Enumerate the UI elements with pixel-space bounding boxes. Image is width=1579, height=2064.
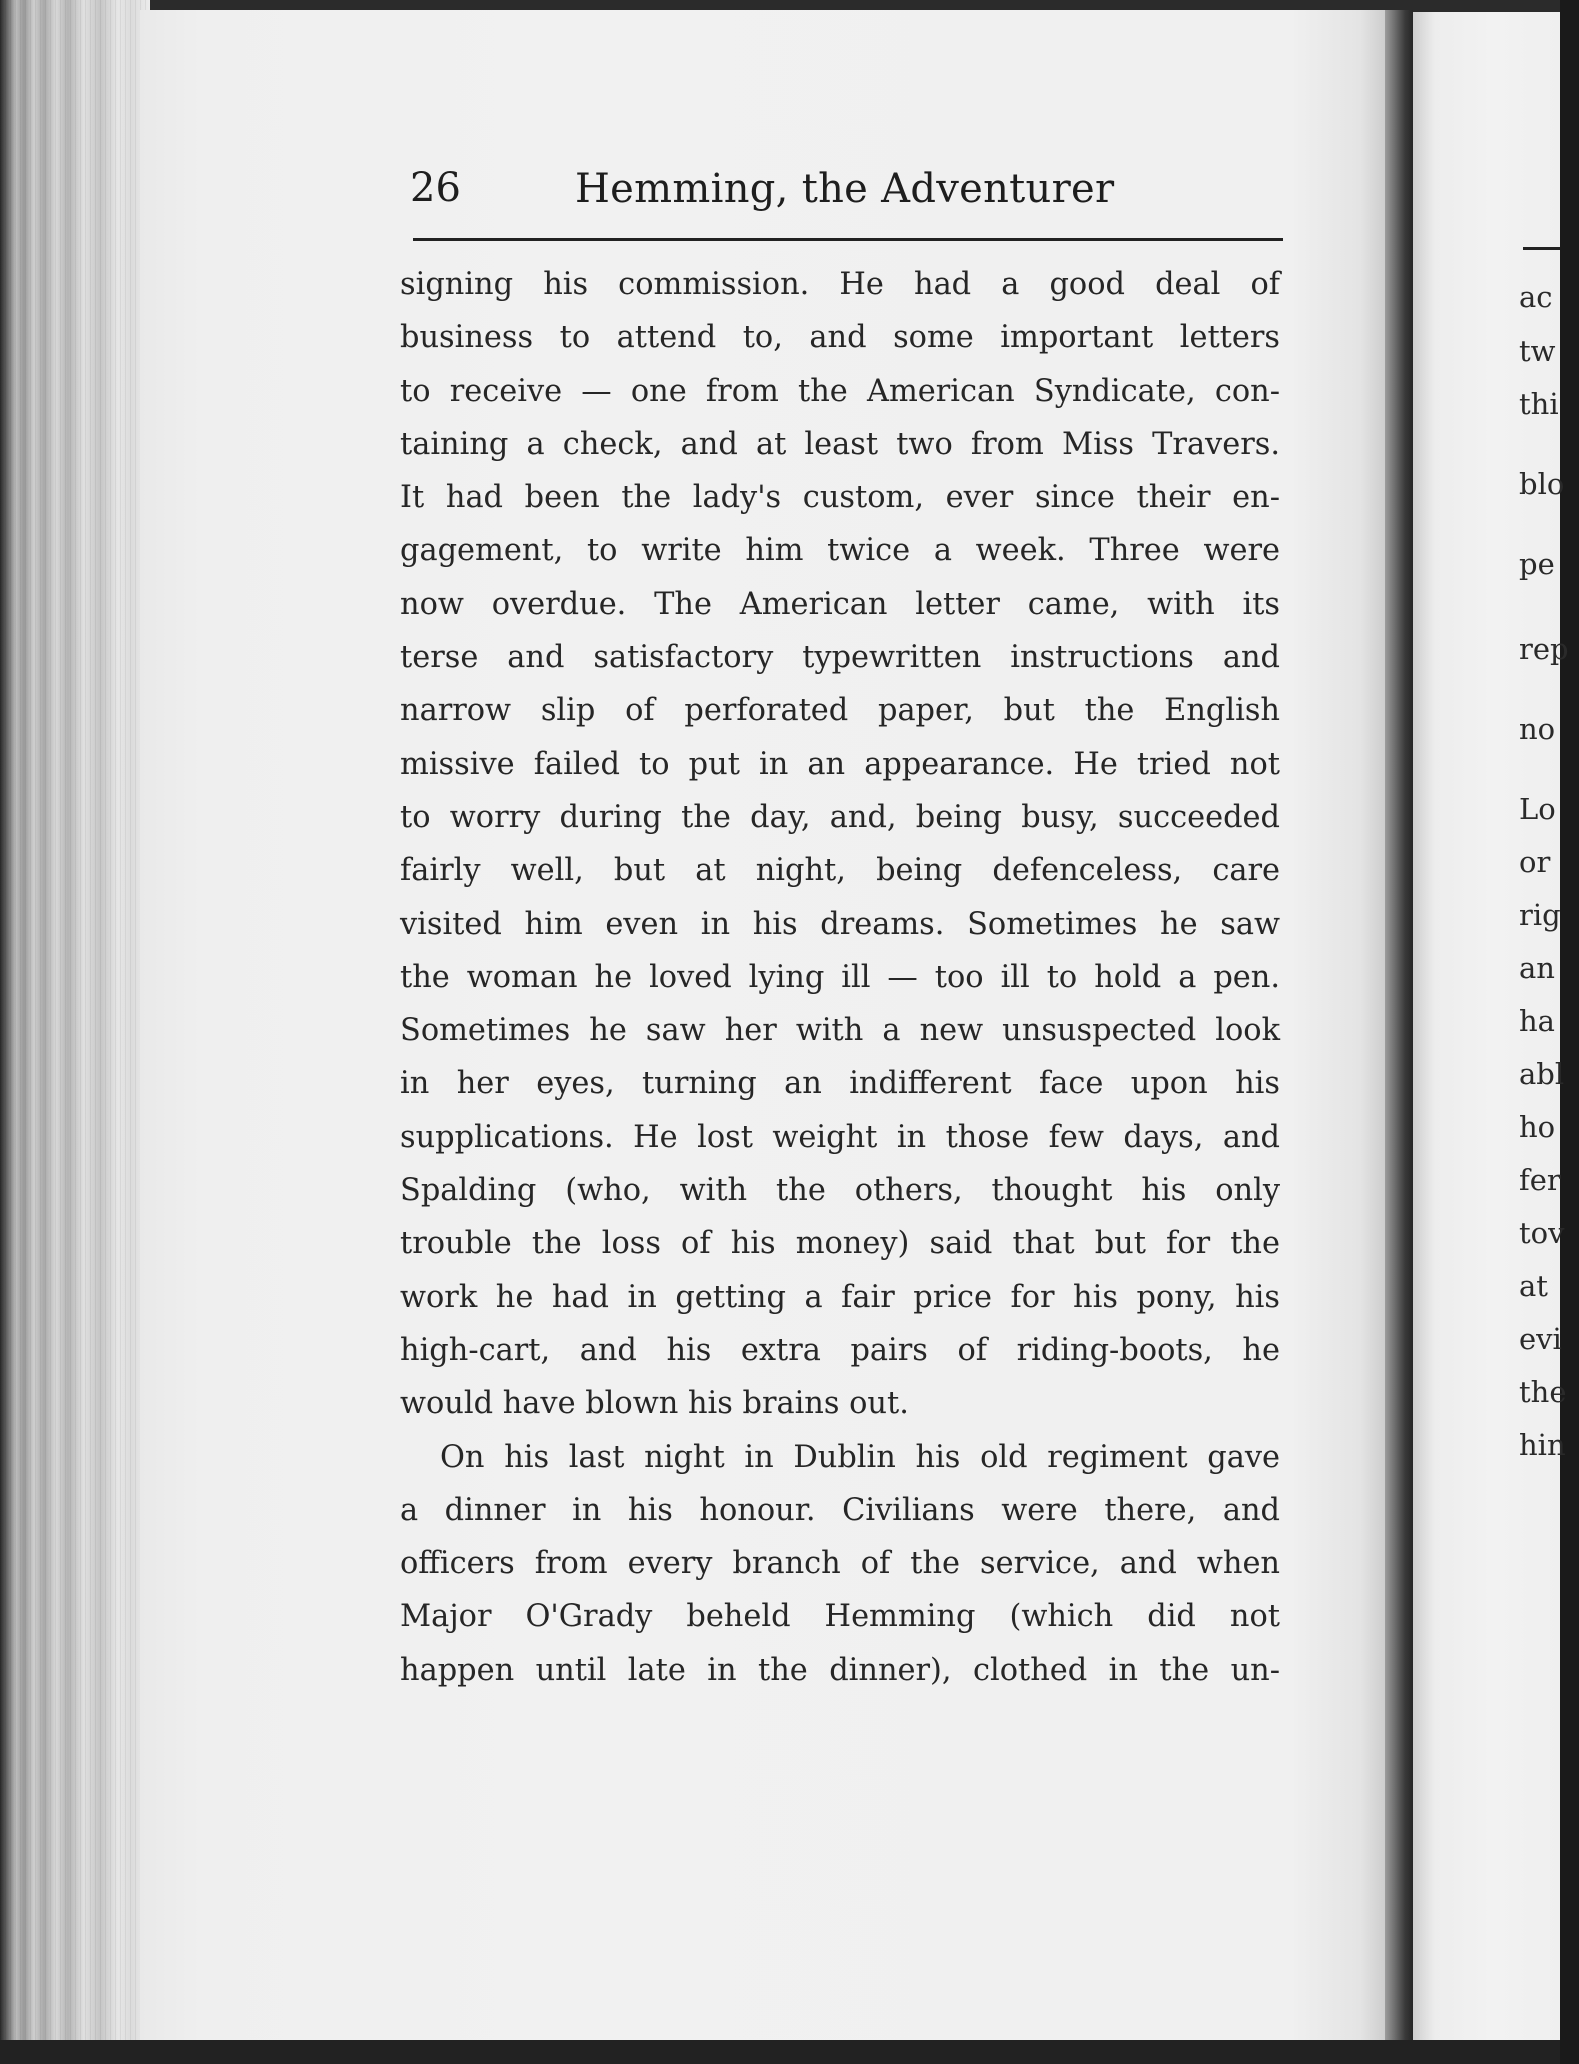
text-line: It had been the lady's custom, ever since their en- — [400, 480, 1280, 516]
text-line: high-cart, and his extra pairs of riding-boots, he — [400, 1332, 1280, 1368]
text-line: work he had in getting a fair price for his pony, his — [400, 1279, 1280, 1315]
facing-page — [1413, 12, 1569, 2042]
text-line: officers from every branch of the service, and when — [400, 1546, 1280, 1582]
paragraph — [400, 1431, 1280, 1697]
text-line: fairly well, but at night, being defenceless, care — [400, 853, 1280, 889]
scan-bottom-border — [0, 2040, 1560, 2064]
facing-page-fragment: Lo — [1519, 792, 1556, 826]
facing-page-rule — [1523, 247, 1560, 250]
text-line: Major O'Grady beheld Hemming (which did not — [400, 1599, 1280, 1635]
text-line: terse and satisfactory typewritten instructions and — [400, 640, 1280, 676]
text-line: the woman he loved lying ill — too ill to hold a pen. — [400, 959, 1280, 995]
facing-page-fragment: ho — [1519, 1110, 1556, 1144]
text-line: trouble the loss of his money) said that but for the — [400, 1226, 1280, 1262]
facing-page-fragment: at — [1519, 1269, 1548, 1303]
facing-page-fragment: ha — [1519, 1004, 1555, 1038]
text-line: now overdue. The American letter came, with its — [400, 586, 1280, 622]
running-title: Hemming, the Adventurer — [575, 166, 1115, 212]
text-line: missive failed to put in an appearance. He tried not — [400, 746, 1280, 782]
paragraph — [400, 258, 1280, 1431]
header-rule — [413, 238, 1283, 241]
facing-page-fragment: evi — [1519, 1322, 1562, 1356]
text-line: narrow slip of perforated paper, but the English — [400, 693, 1280, 729]
text-line: in her eyes, turning an indifferent face upon his — [400, 1066, 1280, 1102]
facing-page-fragment: no — [1519, 712, 1556, 746]
facing-page-fragment: rig — [1519, 898, 1561, 932]
book-gutter — [1385, 10, 1413, 2048]
text-line: to worry during the day, and, being busy, succeeded — [400, 799, 1280, 835]
text-line: taining a check, and at least two from Miss Travers. — [400, 426, 1280, 462]
facing-page-fragment: the — [1519, 1375, 1567, 1409]
text-line: gagement, to write him twice a week. Three were — [400, 533, 1280, 569]
text-line: would have blown his brains out. — [400, 1386, 909, 1422]
stacked-page-edges — [0, 0, 150, 2064]
facing-page-fragment: or — [1519, 845, 1551, 879]
text-line: happen until late in the dinner), clothed in the un- — [400, 1652, 1280, 1688]
page-number: 26 — [410, 165, 461, 211]
text-line: a dinner in his honour. Civilians were there, and — [400, 1492, 1280, 1528]
text-line: to receive — one from the American Syndicate, con- — [400, 373, 1280, 409]
facing-page-fragment: ac — [1519, 280, 1553, 314]
facing-page-fragment: tw — [1519, 334, 1556, 368]
text-line: business to attend to, and some important letters — [400, 320, 1280, 356]
text-line: supplications. He lost weight in those few days, and — [400, 1119, 1280, 1155]
facing-page-fragment: fer — [1519, 1163, 1561, 1197]
text-line: Spalding (who, with the others, thought his only — [400, 1173, 1280, 1209]
facing-page-fragment: tov — [1519, 1216, 1565, 1250]
facing-page-fragment: thi — [1519, 387, 1559, 421]
facing-page-fragment: an — [1519, 951, 1555, 985]
facing-page-fragment: abl — [1519, 1057, 1565, 1091]
text-line: signing his commission. He had a good deal of — [400, 267, 1280, 302]
text-line: Sometimes he saw her with a new unsuspected look — [400, 1013, 1280, 1049]
text-line: visited him even in his dreams. Sometimes he saw — [400, 906, 1280, 942]
facing-page-fragment: pe — [1519, 547, 1555, 581]
text-line: On his last night in Dublin his old regiment gave — [440, 1439, 1280, 1475]
facing-page-fragment: rep — [1519, 632, 1569, 666]
facing-page-fragment: blo — [1519, 467, 1565, 501]
body-text — [400, 258, 1280, 1697]
facing-page-fragment: hin — [1519, 1428, 1566, 1462]
